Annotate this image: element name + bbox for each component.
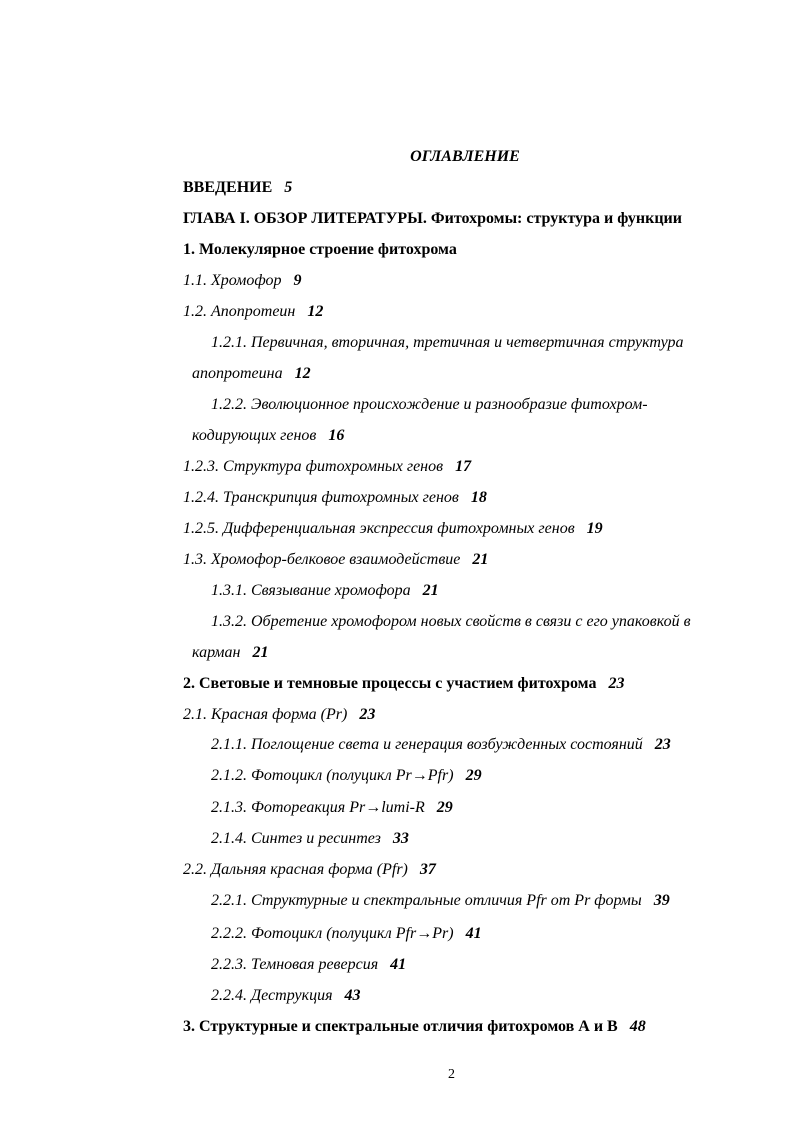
toc-entry-text: 2.1. Красная форма (Pr) [183,706,348,723]
toc-entry-text: 2.2.4. Деструкция [211,987,333,1004]
toc-entry-2-2 [183,860,436,880]
toc-entry-page: 16 [328,427,345,444]
toc-entry-text: 1.2. Апопротеин [183,303,296,320]
toc-entry-1-2-5 [183,519,603,539]
toc-entry-1-2-3 [183,457,471,477]
toc-entry-text: 1.2.4. Транскрипция фитохромных генов [183,489,459,506]
toc-entry-text: 2.2.3. Темновая реверсия [211,956,379,973]
toc-entry-page: 48 [629,1018,646,1035]
toc-entry-text: 1.1. Хромофор [183,272,282,289]
toc-entry-page: 23 [654,736,671,753]
toc-entry-text: ГЛАВА I. ОБЗОР ЛИТЕРАТУРЫ. Фитохромы: структура и функции [183,210,682,227]
toc-entry-text: 1. Молекулярное строение фитохрома [183,241,457,258]
toc-entry-page: 33 [392,830,409,847]
toc-entry-1-2-2 [211,395,648,415]
toc-entry-1-3-2-cont [192,643,268,663]
toc-entry-text: 1.3. Хромофор-белковое взаимодействие [183,551,461,568]
toc-entry-section-3 [183,1017,646,1037]
toc-entry-page: 19 [586,520,603,537]
toc-title: ОГЛАВЛЕНИЕ [410,148,520,165]
toc-entry-page: 29 [436,799,453,816]
toc-entry-text: 1.3.1. Связывание хромофора [211,582,411,599]
toc-entry-1-3-1 [211,581,439,601]
toc-entry-page: 9 [293,272,302,289]
toc-entry-text: 1.2.5. Дифференциальная экспрессия фитохромных генов [183,520,575,537]
toc-entry-text: 2.1.2. Фотоцикл (полуцикл Pr→Pfr) [211,767,454,784]
toc-entry-text: 1.3.2. Обретение хромофором новых свойств в связи с его упаковкой в [211,613,691,630]
toc-entry-text: 2.1.3. Фотореакция Pr→lumi-R [211,799,425,816]
toc-entry-1-2-4 [183,488,487,508]
toc-entry-2-2-2 [211,924,482,944]
toc-entry-text: кодирующих генов [192,427,317,444]
toc-entry-page: 21 [472,551,489,568]
toc-entry-text: 1.2.3. Структура фитохромных генов [183,458,444,475]
toc-entry-text: карман [192,644,241,661]
toc-entry-page: 12 [294,365,311,382]
toc-entry-1-1 [183,271,302,291]
toc-entry-1-2-1-cont [192,364,311,384]
toc-entry-text: 2.1.4. Синтез и ресинтез [211,830,381,847]
toc-entry-page: 21 [422,582,439,599]
toc-entry-text: 3. Структурные и спектральные отличия фитохромов А и В [183,1018,618,1035]
toc-entry-text: 1.2.1. Первичная, вторичная, третичная и четвертичная структура [211,334,684,351]
toc-entry-1-2-1 [211,333,683,353]
toc-entry-2-1-2 [211,766,482,786]
toc-entry-chapter-1 [183,209,682,229]
toc-entry-page: 37 [419,861,436,878]
toc-entry-text: 1.2.2. Эволюционное происхождение и разнообразие фитохром- [211,396,648,413]
toc-entry-2-1-1 [211,735,671,755]
toc-entry-page: 12 [307,303,324,320]
toc-entry-page: 23 [359,706,376,723]
toc-entry-2-2-3 [211,955,406,975]
toc-entry-page: 17 [455,458,472,475]
toc-entry-1-2 [183,302,323,322]
toc-entry-text: 2.2.1. Структурные и спектральные отличия Pfr от Pr формы [211,892,642,909]
toc-entry-2-1-3 [211,798,453,818]
toc-entry-introduction [183,178,292,198]
toc-entry-page: 21 [252,644,269,661]
toc-entry-page: 29 [465,767,482,784]
toc-entry-text: 2.1.1. Поглощение света и генерация возбужденных состояний [211,736,643,753]
toc-entry-text: 2. Световые и темновые процессы с участием фитохрома [183,675,597,692]
toc-entry-section-2 [183,674,624,694]
toc-entry-page: 39 [653,892,670,909]
toc-entry-1-3 [183,550,488,570]
toc-entry-2-1 [183,705,375,725]
toc-entry-page: 18 [470,489,487,506]
toc-entry-2-2-4 [211,986,361,1006]
toc-entry-page: 5 [284,179,293,196]
toc-entry-text: 2.2. Дальняя красная форма (Pfr) [183,861,408,878]
toc-entry-text: апопротеина [192,365,283,382]
toc-entry-page: 23 [608,675,625,692]
toc-entry-page: 43 [344,987,361,1004]
page-number: 2 [448,1067,455,1082]
toc-entry-2-2-1 [211,891,670,911]
toc-entry-1-3-2 [211,612,691,632]
toc-entry-text: ВВЕДЕНИЕ [183,179,273,196]
toc-entry-text: 2.2.2. Фотоцикл (полуцикл Pfr→Pr) [211,925,454,942]
toc-entry-page: 41 [465,925,482,942]
toc-entry-section-1 [183,240,457,260]
toc-entry-2-1-4 [211,829,409,849]
toc-entry-page: 41 [390,956,407,973]
toc-entry-1-2-2-cont [192,426,344,446]
